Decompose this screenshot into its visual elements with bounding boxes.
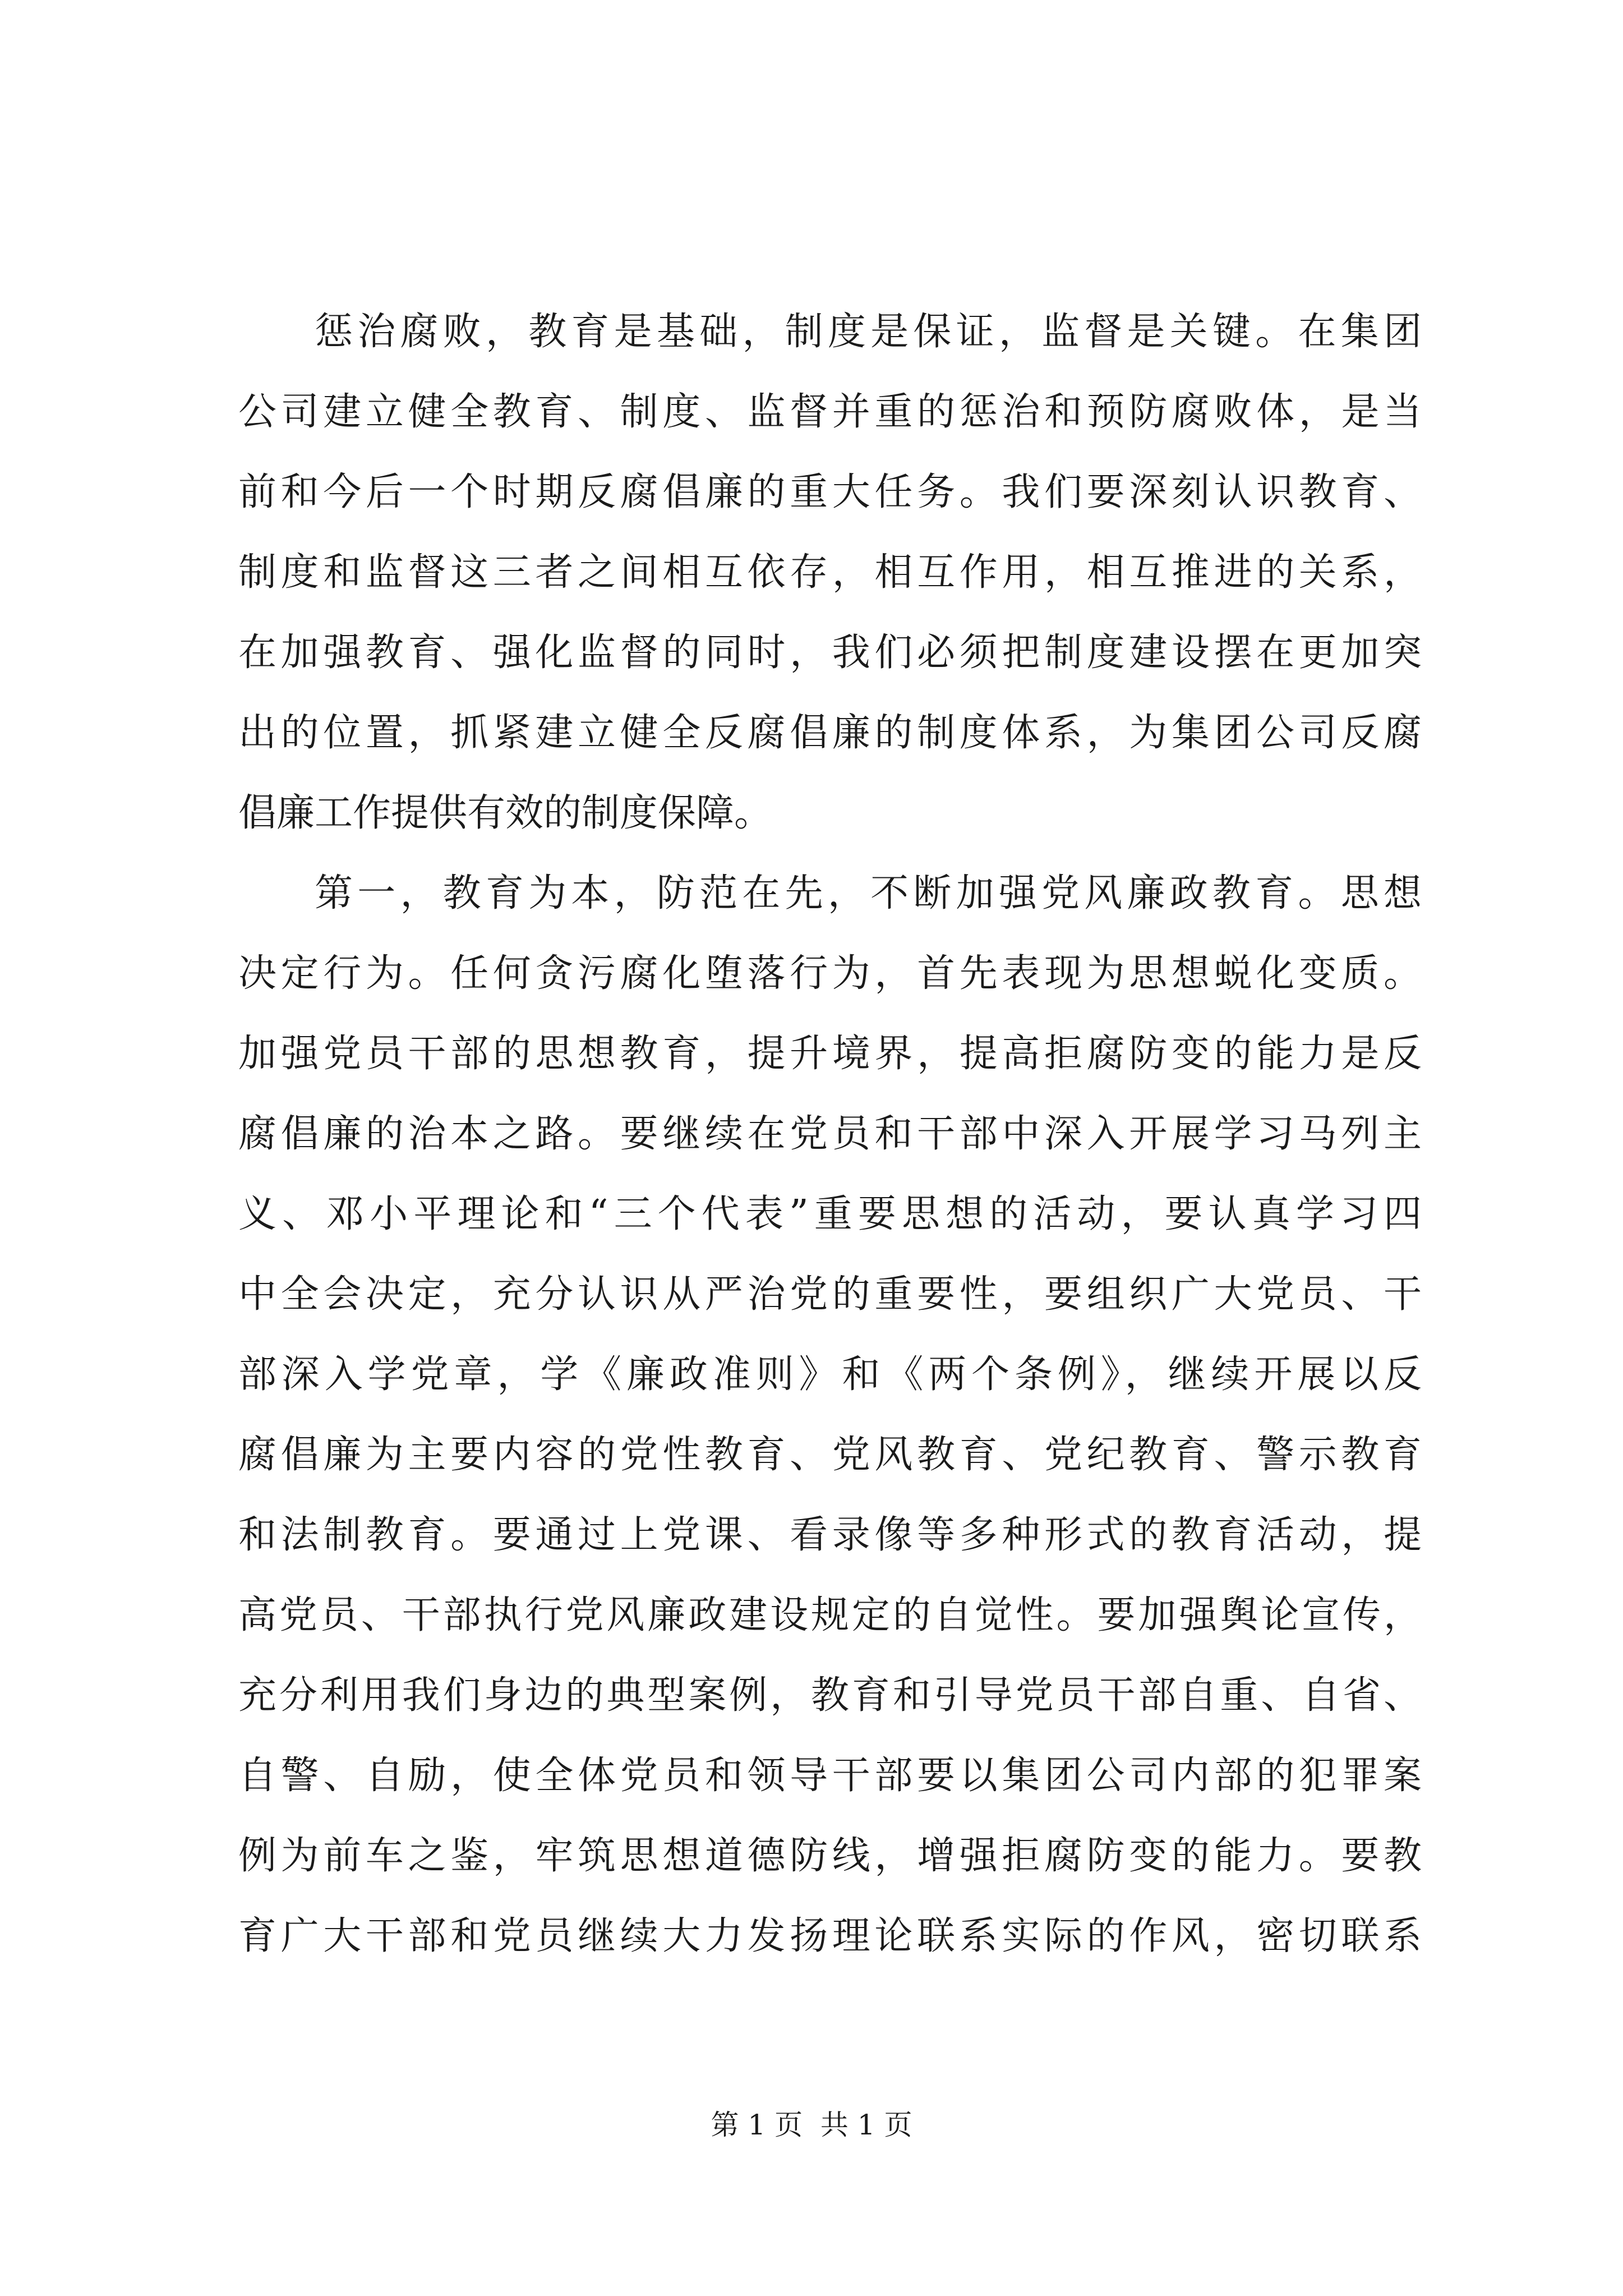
page-footer-indicator: 第 1 页 共 1 页 [711, 2109, 912, 2141]
paragraph-2-line-6: 中全会决定，充分认识从严治党的重要性，要组织广大党员、干 [238, 1272, 1422, 1317]
paragraph-2-line-2: 决定行为。任何贪污腐化堕落行为，首先表现为思想蜕化变质。 [238, 951, 1422, 996]
paragraph-1-line-3: 前和今后一个时期反腐倡廉的重大任务。我们要深刻认识教育、 [238, 470, 1422, 514]
paragraph-1-line-2: 公司建立健全教育、制度、监督并重的惩治和预防腐败体，是当 [238, 390, 1422, 434]
paragraph-2-line-7: 部深入学党章，学《廉政准则》和《两个条例》，继续开展以反 [238, 1352, 1422, 1397]
paragraph-2-line-5: 义、邓小平理论和“三个代表”重要思想的活动，要认真学习四 [238, 1192, 1422, 1236]
paragraph-2-line-11: 充分利用我们身边的典型案例，教育和引导党员干部自重、自省、 [238, 1673, 1422, 1718]
document-body [238, 292, 1422, 1976]
paragraph-2-line-1: 第一，教育为本，防范在先，不断加强党风廉政教育。思想 [315, 871, 1422, 915]
paragraph-2-line-3: 加强党员干部的思想教育，提升境界，提高拒腐防变的能力是反 [238, 1032, 1422, 1076]
paragraph-1-line-7: 倡廉工作提供有效的制度保障。 [238, 791, 773, 835]
paragraph-2-line-14: 育广大干部和党员继续大力发扬理论联系实际的作风，密切联系 [238, 1914, 1422, 1958]
paragraph-2-line-9: 和法制教育。要通过上党课、看录像等多种形式的教育活动，提 [238, 1513, 1422, 1557]
paragraph-2-line-13: 例为前车之鉴，牢筑思想道德防线，增强拒腐防变的能力。要教 [238, 1834, 1422, 1878]
paragraph-1-line-1: 惩治腐败，教育是基础，制度是保证，监督是关键。在集团 [315, 310, 1422, 354]
paragraph-1-line-5: 在加强教育、强化监督的同时，我们必须把制度建设摆在更加突 [238, 631, 1422, 675]
paragraph-2-line-10: 高党员、干部执行党风廉政建设规定的自觉性。要加强舆论宣传， [238, 1593, 1422, 1637]
paragraph-2-line-8: 腐倡廉为主要内容的党性教育、党风教育、党纪教育、警示教育 [238, 1433, 1422, 1477]
paragraph-1-line-6: 出的位置，抓紧建立健全反腐倡廉的制度体系，为集团公司反腐 [238, 711, 1422, 755]
paragraph-1-line-4: 制度和监督这三者之间相互依存，相互作用，相互推进的关系， [238, 550, 1422, 595]
paragraph-2-line-4: 腐倡廉的治本之路。要继续在党员和干部中深入开展学习马列主 [238, 1112, 1422, 1156]
paragraph-2-line-12: 自警、自励，使全体党员和领导干部要以集团公司内部的犯罪案 [238, 1754, 1422, 1798]
